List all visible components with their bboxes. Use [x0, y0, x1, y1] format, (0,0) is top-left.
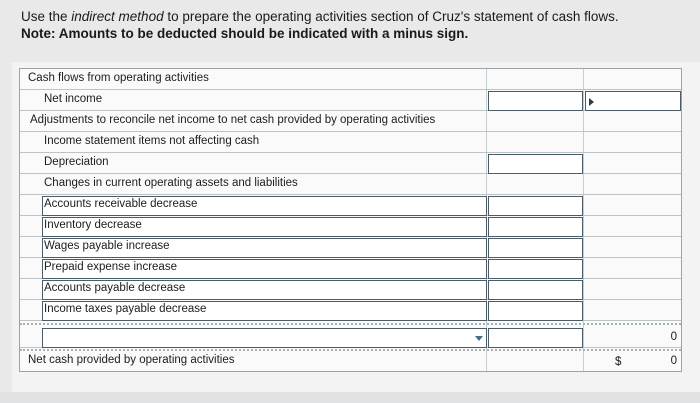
instructions-line-1: Use the indirect method to prepare the operating activities section of Cruz's statement of cash flows. — [21, 9, 619, 24]
taxes-amount-input[interactable] — [488, 301, 583, 321]
subtotal-cell — [585, 328, 681, 348]
subtotal-value: 0 — [670, 331, 677, 343]
section-header: Cash flows from operating activities — [28, 72, 209, 84]
prepaid-amount-input[interactable] — [488, 259, 583, 279]
changes-label: Changes in current operating assets and liabilities — [44, 177, 298, 189]
caret-icon — [589, 98, 594, 106]
non-cash-items-label: Income statement items not affecting cash — [44, 135, 260, 147]
net-cash-value: 0 — [670, 355, 677, 367]
net-income-amount-input[interactable] — [488, 91, 583, 111]
wages-label: Wages payable increase — [44, 240, 170, 252]
table-row — [20, 300, 681, 321]
currency-symbol: $ — [615, 356, 622, 368]
net-cash-label: Net cash provided by operating activities — [28, 354, 235, 366]
table-row — [20, 351, 681, 372]
table-row — [20, 258, 681, 279]
ap-label: Accounts payable decrease — [44, 282, 186, 294]
instructions — [21, 8, 691, 42]
depreciation-amount-input[interactable] — [488, 154, 583, 174]
additional-item-amount-input[interactable] — [488, 328, 583, 348]
table-row — [20, 153, 681, 174]
cash-flow-table — [19, 68, 682, 372]
table-row — [20, 69, 681, 90]
net-cash-cell — [585, 352, 681, 372]
table-row — [20, 90, 681, 111]
bottom-strip — [0, 392, 700, 403]
instructions-note: Note: Amounts to be deducted should be indicated with a minus sign. — [21, 26, 469, 41]
table-row — [20, 279, 681, 300]
additional-item-dropdown[interactable] — [42, 328, 487, 348]
prepaid-label: Prepaid expense increase — [44, 261, 177, 273]
table-row — [20, 174, 681, 195]
ar-label: Accounts receivable decrease — [44, 198, 198, 210]
table-row — [20, 111, 681, 132]
taxes-label: Income taxes payable decrease — [44, 303, 207, 315]
table-row — [20, 216, 681, 237]
table-row — [20, 327, 681, 348]
table-row — [20, 237, 681, 258]
adjustments-label: Adjustments to reconcile net income to net cash provided by operating activities — [30, 114, 436, 126]
ap-amount-input[interactable] — [488, 280, 583, 300]
depreciation-label: Depreciation — [44, 156, 109, 168]
inventory-amount-input[interactable] — [488, 217, 583, 237]
table-row — [20, 195, 681, 216]
indirect-method-emphasis: indirect method — [71, 9, 164, 24]
net-income-total-input[interactable] — [585, 91, 681, 111]
inventory-label: Inventory decrease — [44, 219, 142, 231]
table-row — [20, 132, 681, 153]
wages-amount-input[interactable] — [488, 238, 583, 258]
chevron-down-icon — [475, 336, 483, 341]
dotted-divider — [20, 323, 681, 325]
ar-amount-input[interactable] — [488, 196, 583, 216]
net-income-label: Net income — [44, 93, 103, 105]
